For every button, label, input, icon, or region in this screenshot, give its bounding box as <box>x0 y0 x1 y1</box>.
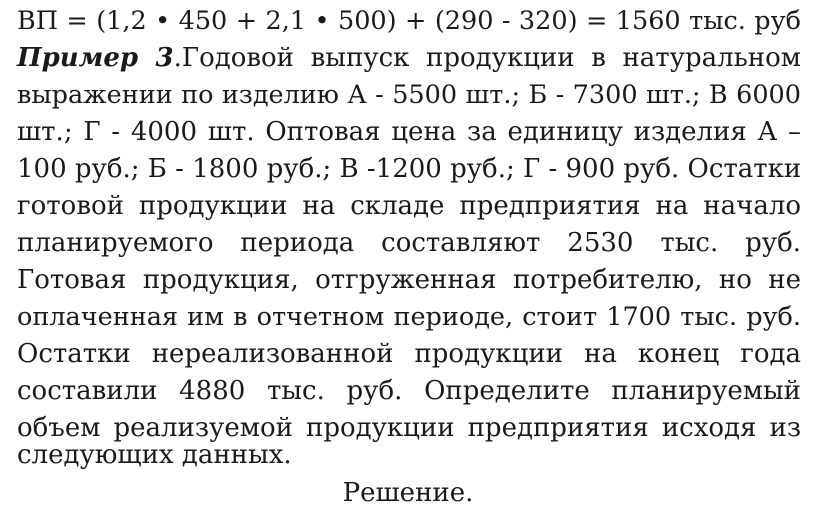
solution-heading: Решение. <box>342 478 474 508</box>
paragraph-line: готовой продукции на складе предприятия на начало <box>17 191 801 221</box>
formula-line: ВП = (1,2 • 450 + 2,1 • 500) + (290 - 320) = 1560 тыс. руб <box>17 6 801 36</box>
paragraph-line: 100 руб.; Б - 1800 руб.; В -1200 руб.; Г - 900 руб. Остатки <box>17 154 802 184</box>
paragraph-line: шт.; Г - 4000 шт. Оптовая цена за единицу изделия А – <box>17 117 801 147</box>
example-first-line <box>17 40 801 76</box>
paragraph-line: следующих данных. <box>17 440 292 470</box>
paragraph-line: .Годовой выпуск продукции в натуральном <box>173 43 801 73</box>
paragraph-line: планируемого периода составляют 2530 тыс. руб. <box>17 228 801 258</box>
example-label: Пример 3 <box>17 43 174 73</box>
paragraph-line: оплаченная им в отчетном периоде, стоит 1700 тыс. руб. <box>17 302 801 332</box>
paragraph-line: выражении по изделию А - 5500 шт.; Б - 7300 шт.; В 6000 <box>17 80 801 110</box>
paragraph-line: объем реализуемой продукции предприятия исходя из <box>17 413 801 443</box>
paragraph-line: составили 4880 тыс. руб. Определите планируемый <box>17 376 801 406</box>
paragraph-line: Остатки нереализованной продукции на конец года <box>17 339 801 369</box>
paragraph-line: Готовая продукция, отгруженная потребителю, но не <box>17 265 801 295</box>
